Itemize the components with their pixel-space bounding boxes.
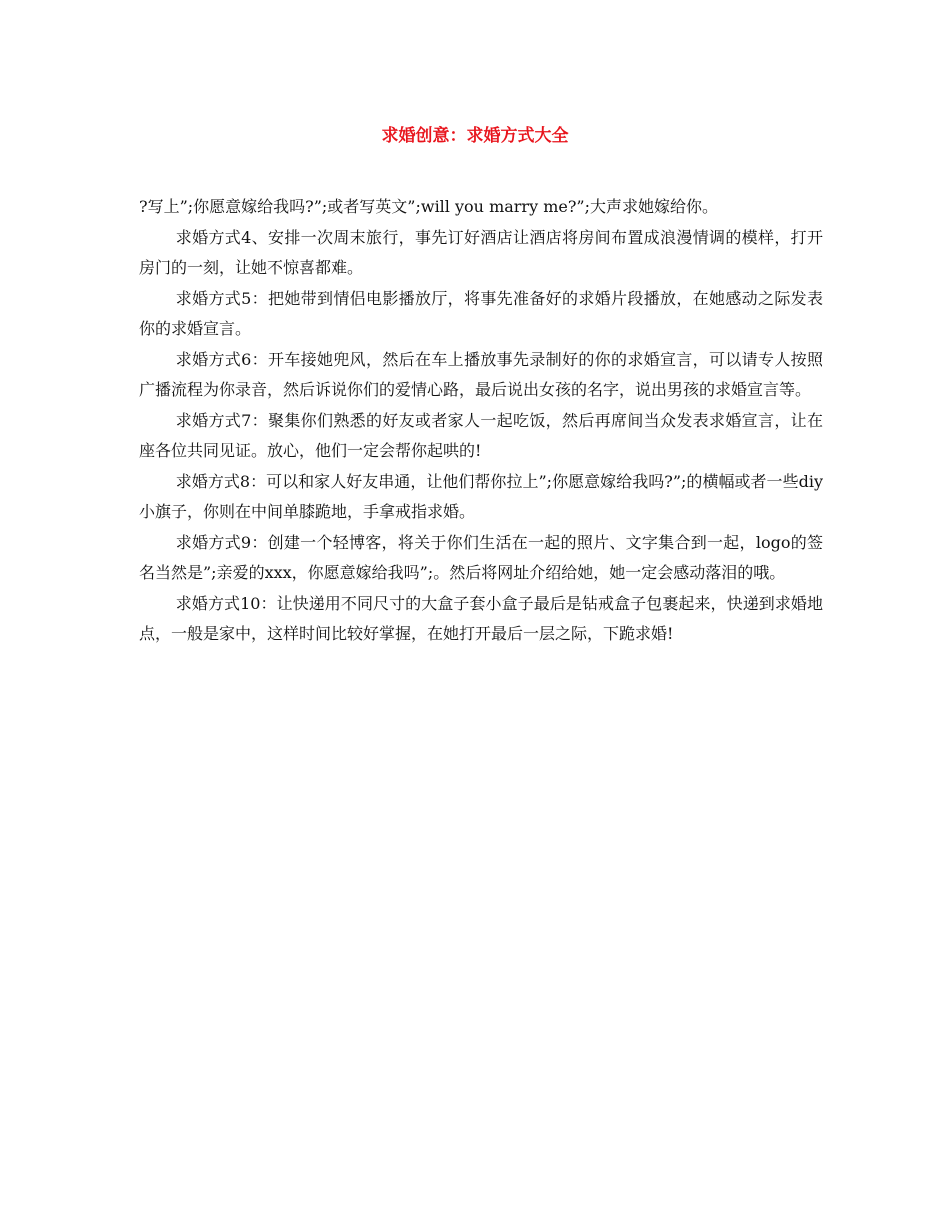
paragraph-method-9: 求婚方式9：创建一个轻博客，将关于你们生活在一起的照片、文字集合到一起，logo的签名当然是”;亲爱的xxx，你愿意嫁给我吗”;。然后将网址介绍给她，她一定会感动落泪的哦。 [139,532,823,582]
page-title: 求婚创意：求婚方式大全 [381,126,569,146]
document-body [139,192,823,650]
paragraph-continuation: ?写上”;你愿意嫁给我吗?”;或者写英文”;will you marry me?”;大声求她嫁给你。 [139,197,718,216]
paragraph-method-7: 求婚方式7：聚集你们熟悉的好友或者家人一起吃饭，然后再席间当众发表求婚宣言，让在座各位共同见证。放心，他们一定会帮你起哄的! [139,410,823,460]
paragraph-method-6: 求婚方式6：开车接她兜风，然后在车上播放事先录制好的你的求婚宣言，可以请专人按照广播流程为你录音，然后诉说你们的爱情心路，最后说出女孩的名字，说出男孩的求婚宣言等。 [139,349,823,399]
paragraph-method-4: 求婚方式4、安排一次周末旅行，事先订好酒店让酒店将房间布置成浪漫情调的模样，打开房门的一刻，让她不惊喜都难。 [139,227,823,277]
paragraph-method-8: 求婚方式8：可以和家人好友串通，让他们帮你拉上”;你愿意嫁给我吗?”;的横幅或者一些diy小旗子，你则在中间单膝跪地，手拿戒指求婚。 [139,471,823,521]
paragraph-method-5: 求婚方式5：把她带到情侣电影播放厅，将事先准备好的求婚片段播放，在她感动之际发表你的求婚宣言。 [139,288,823,338]
paragraph-method-10: 求婚方式10：让快递用不同尺寸的大盒子套小盒子最后是钻戒盒子包裹起来，快递到求婚地点，一般是家中，这样时间比较好掌握，在她打开最后一层之际，下跪求婚! [139,593,823,643]
